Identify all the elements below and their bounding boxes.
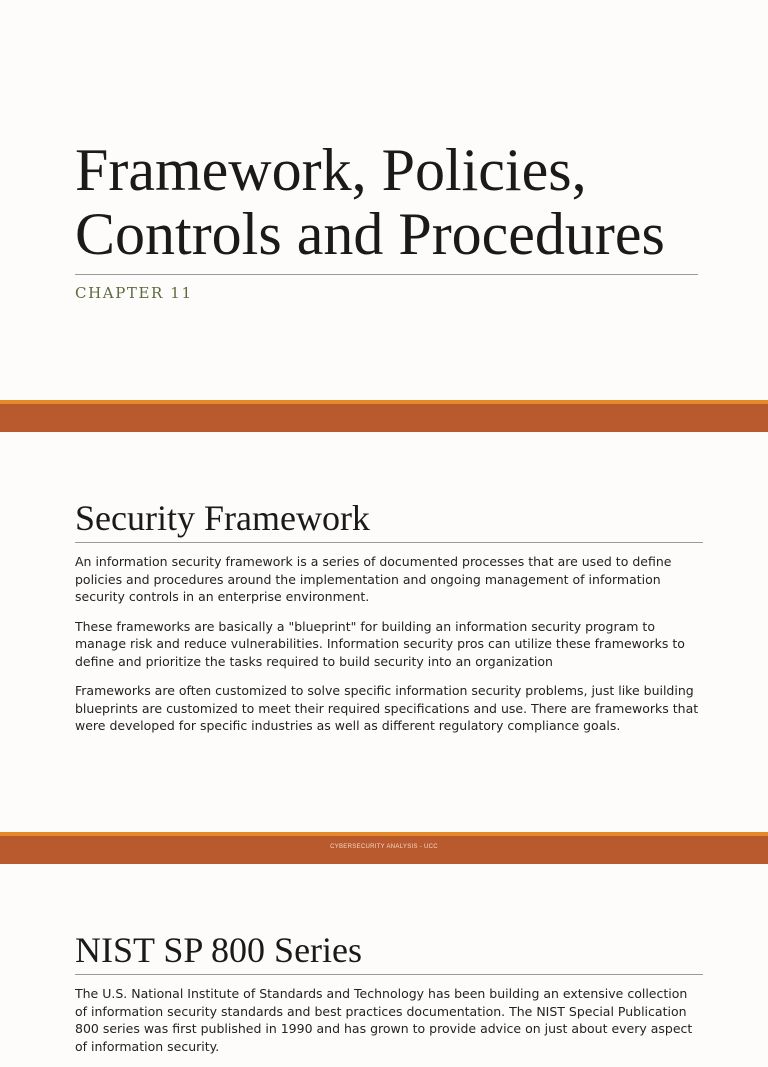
body-paragraph: These frameworks are basically a "blueprint" for building an information security program to manage risk and reduce vulnerabilities. Information security pros can utilize these frameworks to define and prioritize the tasks required to build security into an organization <box>75 618 685 669</box>
body-paragraph: An information security framework is a series of documented processes that are used to define policies and procedures around the implementation and ongoing management of information security controls in an enterprise environment. <box>75 554 672 604</box>
slide-separator-band <box>0 400 768 432</box>
security-framework-slide <box>0 432 768 832</box>
section-divider <box>75 542 703 543</box>
slide-subtitle: CHAPTER 11 <box>75 284 193 302</box>
body-paragraph: The U.S. National Institute of Standards and Technology has been building an extensive collection of information security standards and best practices documentation. The NIST Special Publication 800 series was first published in 1990 and has grown to provide advice on just about every aspect of information security. <box>75 986 693 1054</box>
nist-slide <box>0 864 768 1054</box>
section-title: Security Framework <box>75 498 370 538</box>
section-body <box>75 985 703 1067</box>
section-body <box>75 553 703 747</box>
slide-footer-text: CYBERSECURITY ANALYSIS - UCC <box>330 844 438 850</box>
section-title: NIST SP 800 Series <box>75 930 363 970</box>
title-slide <box>0 0 768 400</box>
section-divider <box>75 974 703 975</box>
title-divider <box>75 274 698 275</box>
body-paragraph: Frameworks are often customized to solve specific information security problems, just like building blueprints are customized to meet their required specifications and use. There are frameworks that were developed for specific industries as well as different regulatory compliance goals. <box>75 683 699 733</box>
slide-footer-band <box>0 832 768 864</box>
slide-title: Framework, Policies, Controls and Procedures <box>75 137 665 267</box>
